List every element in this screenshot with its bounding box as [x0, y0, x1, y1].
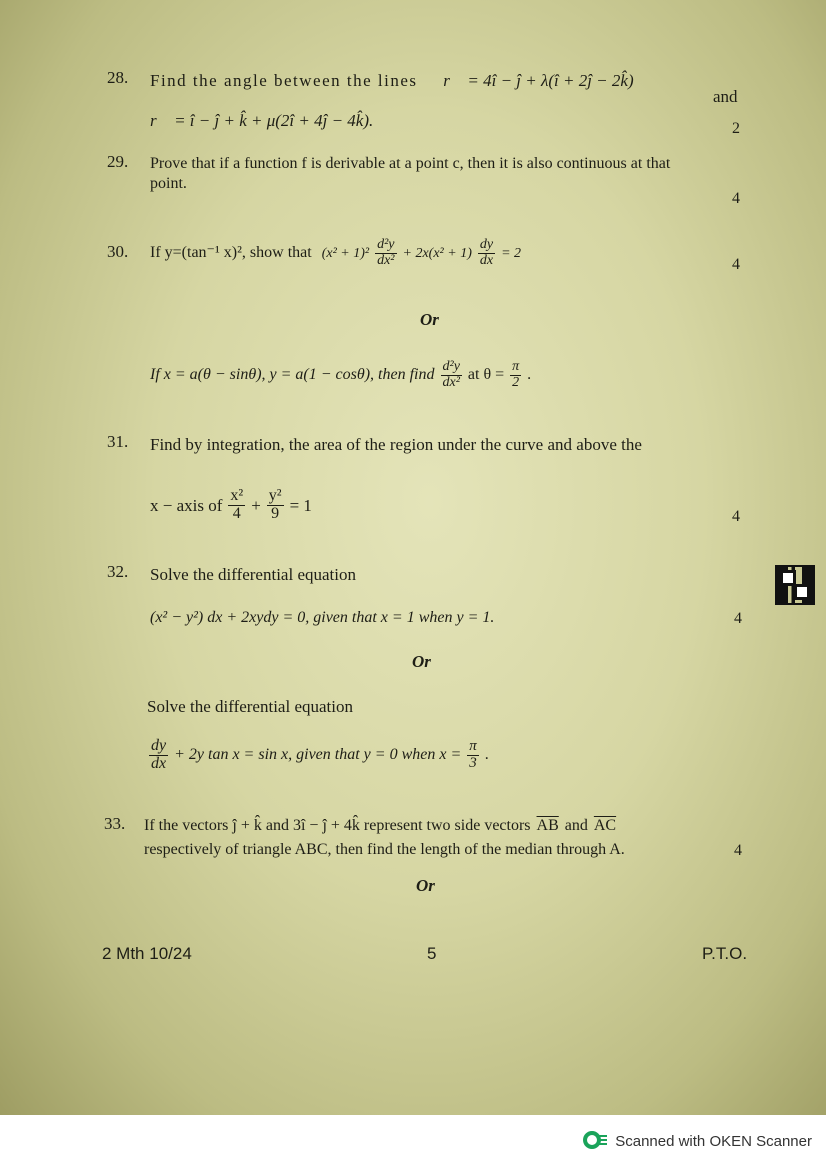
q31-frac2 [267, 488, 284, 523]
q30-frac1 [375, 238, 396, 268]
q32-alt-pi-den: 3 [469, 754, 477, 771]
q28-and: and [713, 87, 738, 106]
q30-alt-frac [441, 360, 462, 390]
q33-ac: $\overline{AC}$ [593, 817, 617, 834]
q28-line2: r⃗ = î − ĵ + k̂ + μ(2î + 4ĵ − 4k̂). [150, 111, 374, 130]
q32-alt-pi [467, 739, 479, 772]
q28-line1: Find the angle between the lines [150, 71, 418, 90]
q30-marks: 4 [732, 256, 740, 273]
q32-alt-end: . [484, 746, 489, 764]
q33-number: 33. [104, 814, 126, 833]
q32-marks: 4 [734, 610, 742, 627]
q30-frac2 [478, 238, 495, 268]
q30-alt-theta-den: 2 [512, 374, 520, 390]
q31-equation [150, 488, 312, 523]
q30-alt-theta-num: π [512, 359, 520, 374]
q33-and: and [564, 817, 588, 834]
q30-frac2-num: dy [479, 237, 494, 252]
q32-alt-frac [149, 738, 168, 773]
pto-label: P.T.O. [702, 944, 748, 963]
q30-frac1-num: d²y [377, 237, 395, 252]
q29-number: 29. [107, 152, 129, 171]
q33-or: Or [416, 876, 435, 895]
q33-line2: respectively of triangle ABC, then find the length of the median through A. [144, 841, 625, 858]
q32-alt-pi-num: π [469, 738, 477, 755]
q29-line1: Prove that if a function f is derivable at a point c, then it is also continuous at that [150, 155, 671, 172]
q31-plus: + [251, 495, 261, 515]
q30-alt-end: . [527, 366, 532, 384]
q30-expr-a: (x² + 1)² [321, 245, 370, 261]
q32-or: Or [412, 652, 431, 671]
q30-alt-frac-num: d²y [442, 359, 460, 374]
q29-line2: point. [150, 175, 187, 192]
q31-frac2-den: 9 [271, 504, 280, 522]
q31-prefix: x − axis of [150, 495, 223, 515]
q32-number: 32. [107, 562, 129, 581]
q33-ab: $\overline{AB}$ [536, 817, 559, 834]
q30-alt-frac-den: dx² [442, 374, 460, 390]
q31-frac1-num: x² [230, 487, 244, 504]
q30-frac2-den: dx [479, 252, 494, 268]
q32-alt-den: dx [151, 754, 167, 772]
q30-alt-theta [510, 360, 521, 390]
page-number: 5 [427, 944, 437, 963]
q32-alt-line1: Solve the differential equation [147, 697, 353, 716]
q31-number: 31. [107, 432, 129, 451]
q30-alt [150, 360, 531, 390]
scanner-watermark [583, 1131, 812, 1151]
scanner-watermark-text: Scanned with OKEN Scanner [615, 1132, 812, 1150]
q30-statement [150, 238, 521, 268]
q28-number: 28. [107, 68, 129, 87]
q30-or: Or [420, 310, 439, 329]
q29-marks: 4 [732, 190, 740, 207]
q33-line1 [144, 814, 616, 838]
q28-text [150, 68, 750, 94]
q32-alt-num: dy [151, 737, 167, 754]
q32-alt-eq [147, 738, 489, 773]
q33-line1-text: If the vectors ĵ + k̂ and 3î − ĵ + 4k̂ represent two side vectors [144, 817, 531, 834]
q30-frac1-den: dx² [377, 252, 395, 268]
q32-line1: Solve the differential equation [150, 565, 356, 584]
q30-alt-prefix: If x = a(θ − sinθ), y = a(1 − cosθ), then find [150, 366, 435, 384]
q30-prefix: If y=(tan⁻¹ x)², show that [150, 244, 312, 262]
q30-expr-c: = 2 [501, 245, 522, 261]
oken-scanner-logo-icon [583, 1131, 607, 1151]
q32-alt-mid: + 2y tan x = sin x, given that y = 0 when x = [174, 746, 462, 764]
q31-frac2-num: y² [268, 487, 282, 504]
q30-number: 30. [107, 242, 129, 261]
q31-line1: Find by integration, the area of the region under the curve and above the [150, 435, 642, 454]
q31-frac1 [228, 488, 245, 523]
q31-frac1-den: 4 [232, 504, 241, 522]
q31-marks: 4 [732, 508, 740, 525]
q28-eq1: r⃗ = 4î − ĵ + λ(î + 2ĵ − 2k̂) [443, 71, 634, 90]
q33-marks: 4 [734, 842, 742, 859]
q30-alt-mid: at θ = [467, 366, 505, 384]
qr-code-icon [775, 565, 815, 605]
q31-end: = 1 [289, 495, 312, 515]
paper-code: 2 Mth 10/24 [102, 944, 192, 963]
q30-expr-b: + 2x(x² + 1) [402, 245, 472, 261]
q28-marks: 2 [732, 120, 740, 137]
q32-eq: (x² − y²) dx + 2xydy = 0, given that x = 1 when y = 1. [150, 609, 495, 626]
